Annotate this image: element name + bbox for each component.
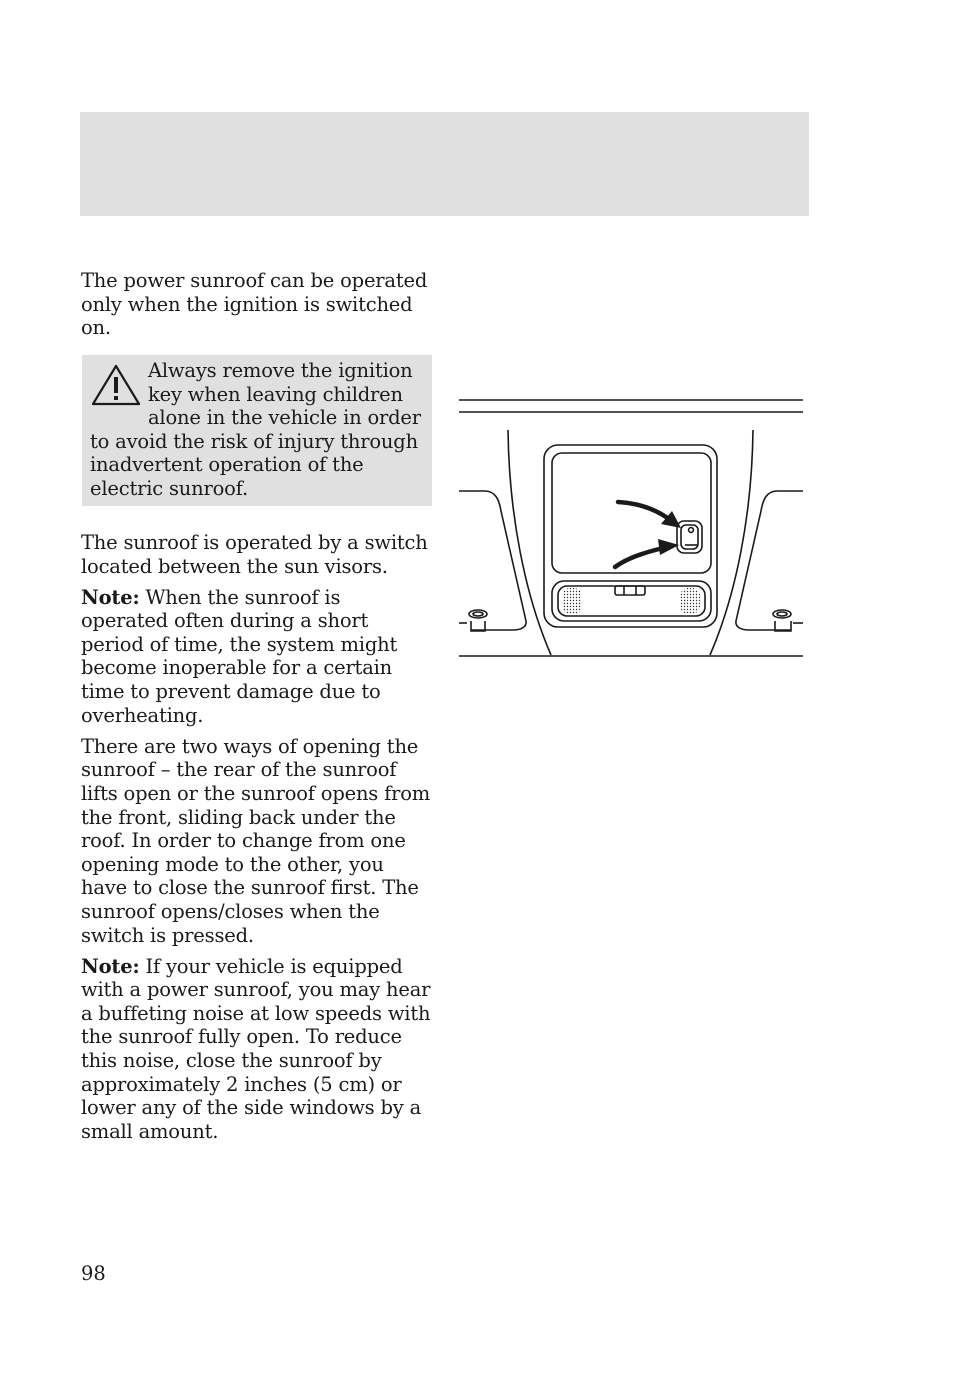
note-overheating-paragraph <box>81 586 431 728</box>
sunroof-switch-illustration <box>455 395 807 660</box>
note-buffeting-text: If your vehicle is equipped with a power sunroof, you may hear a buffeting noise at low speeds with the sunroof fully open. To reduce this noise, close the sunroof by approximately 2 inches (5 cm) or lower any of the side windows by a small amount. <box>81 954 431 1143</box>
note-label: Note: <box>81 585 140 609</box>
warning-box <box>82 355 432 506</box>
page-number: 98 <box>81 1262 106 1285</box>
opening-modes-paragraph: There are two ways of opening the sunroof – the rear of the sunroof lifts open or the sunroof opens from the front, sliding back under the roof. In order to change from one opening mode to the other, you have to close the sunroof first. The sunroof opens/closes when the switch is pressed. <box>81 734 431 947</box>
warning-text: Always remove the ignition key when leaving children alone in the vehicle in order to avoid the risk of injury through inadvertent operation of the electric sunroof. <box>90 359 421 500</box>
note-buffeting-paragraph <box>81 955 431 1144</box>
note-label: Note: <box>81 954 140 978</box>
body-text <box>81 531 431 1151</box>
warning-triangle-icon <box>90 362 142 408</box>
intro-block <box>81 269 431 347</box>
switch-location-paragraph: The sunroof is operated by a switch located between the sun visors. <box>81 531 428 578</box>
intro-paragraph: The power sunroof can be operated only when the ignition is switched on. <box>81 269 428 340</box>
header-band <box>80 112 809 216</box>
note-overheating-text: When the sunroof is operated often during a short period of time, the system might become inoperable for a certain time to prevent damage due to overheating. <box>81 585 398 727</box>
